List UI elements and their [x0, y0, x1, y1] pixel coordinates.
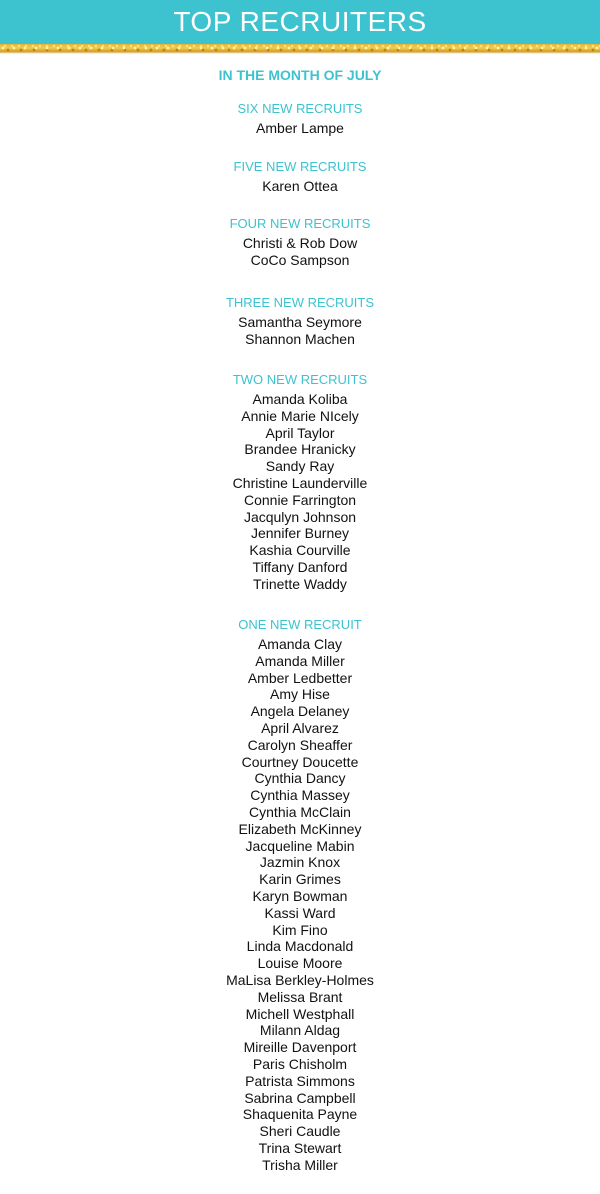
month-heading: IN THE MONTH OF JULY [218, 67, 382, 83]
recruiter-name: Amanda Miller [255, 652, 345, 669]
recruiter-name: Paris Chisholm [252, 1055, 348, 1072]
recruiter-name: Shaquenita Payne [242, 1106, 358, 1123]
recruiter-name: Amanda Clay [257, 636, 343, 652]
recruiter-name: Jennifer Burney [250, 525, 350, 542]
recruiter-name: Cynthia Massey [250, 787, 350, 804]
name-list [0, 636, 600, 1174]
recruiter-name: Jacqueline Mabin [245, 837, 355, 854]
gold-glitter-border [0, 44, 600, 54]
recruiter-name: Melissa Brant [257, 988, 343, 1005]
recruiter-name: Mireille Davenport [243, 1039, 357, 1056]
name-list [0, 235, 600, 269]
recruiter-name: Angela Delaney [250, 703, 350, 720]
recruiter-name: Kassi Ward [264, 904, 336, 921]
recruiter-name: Amber Lampe [256, 120, 344, 136]
recruiter-name: Annie Marie NIcely [241, 407, 359, 424]
recruiter-name: Amanda Koliba [252, 391, 348, 407]
recruiter-name: Karen Ottea [262, 178, 338, 194]
recruiter-name: Karin Grimes [259, 871, 341, 888]
group-label: FOUR NEW RECRUITS [229, 216, 371, 231]
name-list [0, 178, 600, 195]
recruiter-name: Jazmin Knox [259, 854, 341, 871]
recruiter-name: MaLisa Berkley-Holmes [226, 971, 374, 988]
recruiter-name: Karyn Bowman [252, 887, 348, 904]
recruiter-name: Milann Aldag [259, 1022, 341, 1039]
group-label: TWO NEW RECRUITS [232, 372, 368, 387]
recruiter-name: Elizabeth McKinney [238, 820, 362, 837]
recruiter-name: Christi & Rob Dow [242, 235, 358, 251]
name-list [0, 120, 600, 137]
recruit-group-two [0, 372, 600, 593]
name-list [0, 314, 600, 348]
recruiter-name: Trinette Waddy [253, 575, 347, 592]
recruiter-name: Jacqulyn Johnson [243, 508, 357, 525]
recruit-group-six [0, 101, 600, 137]
recruiter-name: Christine Launderville [232, 474, 368, 491]
recruiter-name: Sandy Ray [265, 458, 335, 475]
recruiter-name: Carolyn Sheaffer [247, 736, 353, 753]
recruiter-name: April Taylor [265, 424, 335, 441]
page-title: TOP RECRUITERS [173, 6, 427, 37]
recruiter-name: Connie Farrington [243, 491, 357, 508]
recruiter-name: Sheri Caudle [259, 1123, 341, 1140]
header-banner [0, 0, 600, 46]
recruiter-name: Trina Stewart [258, 1139, 342, 1156]
recruiter-name: CoCo Sampson [250, 251, 350, 268]
recruiter-name: Cynthia Dancy [254, 770, 346, 787]
recruiter-name: Kim Fino [272, 921, 328, 938]
group-label: FIVE NEW RECRUITS [233, 159, 367, 174]
recruiter-name: Amber Ledbetter [247, 669, 353, 686]
recruit-group-four [0, 216, 600, 269]
recruiter-name: Brandee Hranicky [244, 441, 356, 458]
recruiter-name: Courtney Doucette [241, 753, 359, 770]
recruiter-name: Louise Moore [257, 955, 343, 972]
recruiter-name: Patrista Simmons [245, 1072, 355, 1089]
recruiter-name: Kashia Courville [249, 542, 351, 559]
recruiter-name: Michell Westphall [245, 1005, 355, 1022]
recruiter-name: Sabrina Campbell [244, 1089, 356, 1106]
recruiter-name: April Alvarez [261, 719, 339, 736]
recruiter-name: Tiffany Danford [252, 558, 348, 575]
group-label: SIX NEW RECRUITS [237, 101, 363, 116]
recruit-group-three [0, 295, 600, 348]
recruiter-name: Trisha Miller [262, 1156, 338, 1173]
group-label: THREE NEW RECRUITS [225, 295, 375, 310]
recruiter-name: Amy Hise [270, 686, 330, 703]
recruiter-name: Samantha Seymore [238, 314, 362, 330]
recruiter-name: Linda Macdonald [246, 938, 354, 955]
recruit-group-one [0, 617, 600, 1174]
recruiter-name: Cynthia McClain [249, 803, 351, 820]
recruit-group-five [0, 159, 600, 195]
name-list [0, 391, 600, 593]
group-label: ONE NEW RECRUIT [238, 617, 362, 632]
recruiter-name: Shannon Machen [245, 330, 355, 347]
